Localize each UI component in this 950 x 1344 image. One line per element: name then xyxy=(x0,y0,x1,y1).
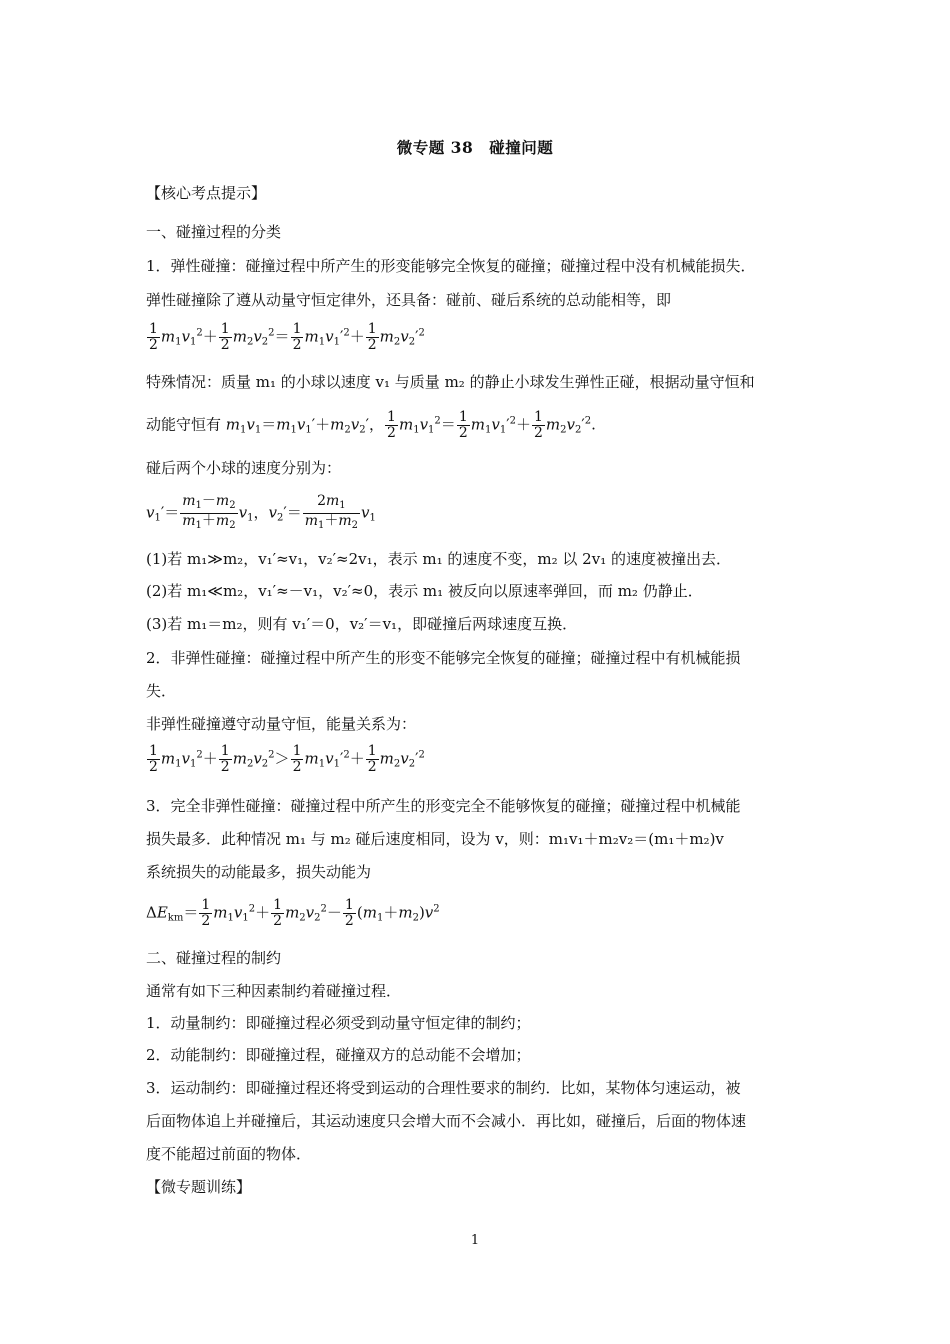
formula-kinetic-energy-loss: $\Delta E_{km}=$ $\frac{1}{2}$ $m_1v_1^2+$ $\frac{1}{2}$ $m_2v_2^2-$ $\frac{1}{2}$ $(m_1+m_2)v^2$ xyxy=(146,897,440,929)
paragraph-inelastic-1: 2．非弹性碰撞：碰撞过程中所产生的形变不能够完全恢复的碰撞；碰撞过程中有机械能损 xyxy=(146,649,741,667)
constraint-motion-1: 3．运动制约：即碰撞过程还将受到运动的合理性要求的制约．比如，某物体匀速运动，被 xyxy=(146,1079,741,1097)
paragraph-perfect-inelastic-2: 损失最多．此种情况 m₁ 与 m₂ 碰后速度相同，设为 v，则：m₁v₁＋m₂v₂＝(m₁＋m₂)v xyxy=(146,830,724,848)
fraction-half: $\frac{1}{2}$ xyxy=(292,743,302,775)
constraint-motion-2: 后面物体追上并碰撞后，其运动速度只会增大而不会减小．再比如，碰撞后，后面的物体速 xyxy=(146,1112,747,1130)
paragraph-perfect-inelastic-1: 3．完全非弹性碰撞：碰撞过程中所产生的形变完全不能够恢复的碰撞；碰撞过程中机械能 xyxy=(146,797,741,815)
constraint-energy: 2．动能制约：即碰撞过程，碰撞双方的总动能不会增加； xyxy=(146,1046,531,1064)
paragraph-special-case: 特殊情况：质量 m₁ 的小球以速度 v₁ 与质量 m₂ 的静止小球发生弹性正碰，根据动量守恒和 xyxy=(146,373,755,391)
constraint-momentum: 1．动量制约：即碰撞过程必须受到动量守恒定律的制约； xyxy=(146,1014,531,1032)
case-2: (2)若 m₁≪m₂，v₁′≈－v₁，v₂′≈0，表示 m₁ 被反向以原速率弹回，而 m₂ 仍静止． xyxy=(146,582,703,600)
case-3: (3)若 m₁＝m₂，则有 v₁′＝0，v₂′＝v₁，即碰撞后两球速度互换． xyxy=(146,615,578,633)
formula-velocities-after: $v_1'=$ $\frac{m_1-m_2}{m_1+m_2}$ $v_1$，$v_2'=$ $\frac{2m_1}{m_1+m_2}$ $v_1$ xyxy=(146,493,376,531)
paragraph-perfect-inelastic-3: 系统损失的动能最多，损失动能为 xyxy=(146,863,372,881)
section-heading-core: 【核心考点提示】 xyxy=(146,184,267,202)
paragraph-constraints-intro: 通常有如下三种因素制约着碰撞过程． xyxy=(146,982,402,1000)
fraction-half: $\frac{1}{2}$ xyxy=(149,321,158,353)
section-heading-training: 【微专题训练】 xyxy=(146,1178,252,1196)
fraction-half: $\frac{1}{2}$ xyxy=(534,409,543,441)
fraction-half: $\frac{1}{2}$ xyxy=(220,743,230,775)
case-1: (1)若 m₁≫m₂，v₁′≈v₁，v₂′≈2v₁，表示 m₁ 的速度不变，m₂ 以 2v₁ 的速度被撞出去． xyxy=(146,550,731,568)
paragraph-elastic-1: 1．弹性碰撞：碰撞过程中所产生的形变能够完全恢复的碰撞；碰撞过程中没有机械能损失． xyxy=(146,257,756,275)
paragraph-elastic-2: 弹性碰撞除了遵从动量守恒定律外，还具备：碰前、碰后系统的总动能相等，即 xyxy=(146,291,672,309)
paragraph-inelastic-3: 非弹性碰撞遵守动量守恒，能量关系为： xyxy=(146,715,417,733)
special-prefix: 动能守恒有 xyxy=(146,415,222,434)
heading-collision-constraints: 二、碰撞过程的制约 xyxy=(146,949,282,967)
fraction-half: $\frac{1}{2}$ xyxy=(292,321,302,353)
fraction-half: $\frac{1}{2}$ xyxy=(201,897,211,929)
paragraph-after-collision: 碰后两个小球的速度分别为： xyxy=(146,459,342,477)
fraction-v2: $\frac{2m_1}{m_1+m_2}$ xyxy=(304,493,359,531)
fraction-half: $\frac{1}{2}$ xyxy=(344,897,354,929)
fraction-v1: $\frac{m_1-m_2}{m_1+m_2}$ xyxy=(182,493,236,531)
constraint-motion-3: 度不能超过前面的物体． xyxy=(146,1145,312,1163)
fraction-half: $\frac{1}{2}$ xyxy=(149,743,158,775)
fraction-half: $\frac{1}{2}$ xyxy=(220,321,230,353)
heading-collision-classification: 一、碰撞过程的分类 xyxy=(146,223,282,241)
fraction-half: $\frac{1}{2}$ xyxy=(367,321,377,353)
formula-elastic-energy: $\frac{1}{2}$ $m_1v_1^2+$ $\frac{1}{2}$ $m_2v_2^2=$ $\frac{1}{2}$ $m_1v_1'^2+$ $\frac{1}{2}$ $m_2v_2'^2$ xyxy=(149,321,425,353)
formula-conservation-line: 动能守恒有 $m_1v_1=m_1v_1'+m_2v_2'$， $\frac{1}{2}$ $m_1v_1^2=$ $\frac{1}{2}$ $m_1v_1'^2+$ $\frac{1}{2}$ $m_2v_2'^2$. xyxy=(146,409,596,441)
fraction-half: $\frac{1}{2}$ xyxy=(273,897,283,929)
page-title: 微专题 38 碰撞问题 xyxy=(396,138,554,157)
formula-inelastic-energy: $\frac{1}{2}$ $m_1v_1^2+$ $\frac{1}{2}$ $m_2v_2^2>$ $\frac{1}{2}$ $m_1v_1'^2+$ $\frac{1}{2}$ $m_2v_2'^2$ xyxy=(149,743,425,775)
page-number: 1 xyxy=(470,1233,480,1248)
fraction-half: $\frac{1}{2}$ xyxy=(367,743,377,775)
fraction-half: $\frac{1}{2}$ xyxy=(387,409,396,441)
paragraph-inelastic-2: 失． xyxy=(146,682,177,700)
fraction-half: $\frac{1}{2}$ xyxy=(458,409,468,441)
